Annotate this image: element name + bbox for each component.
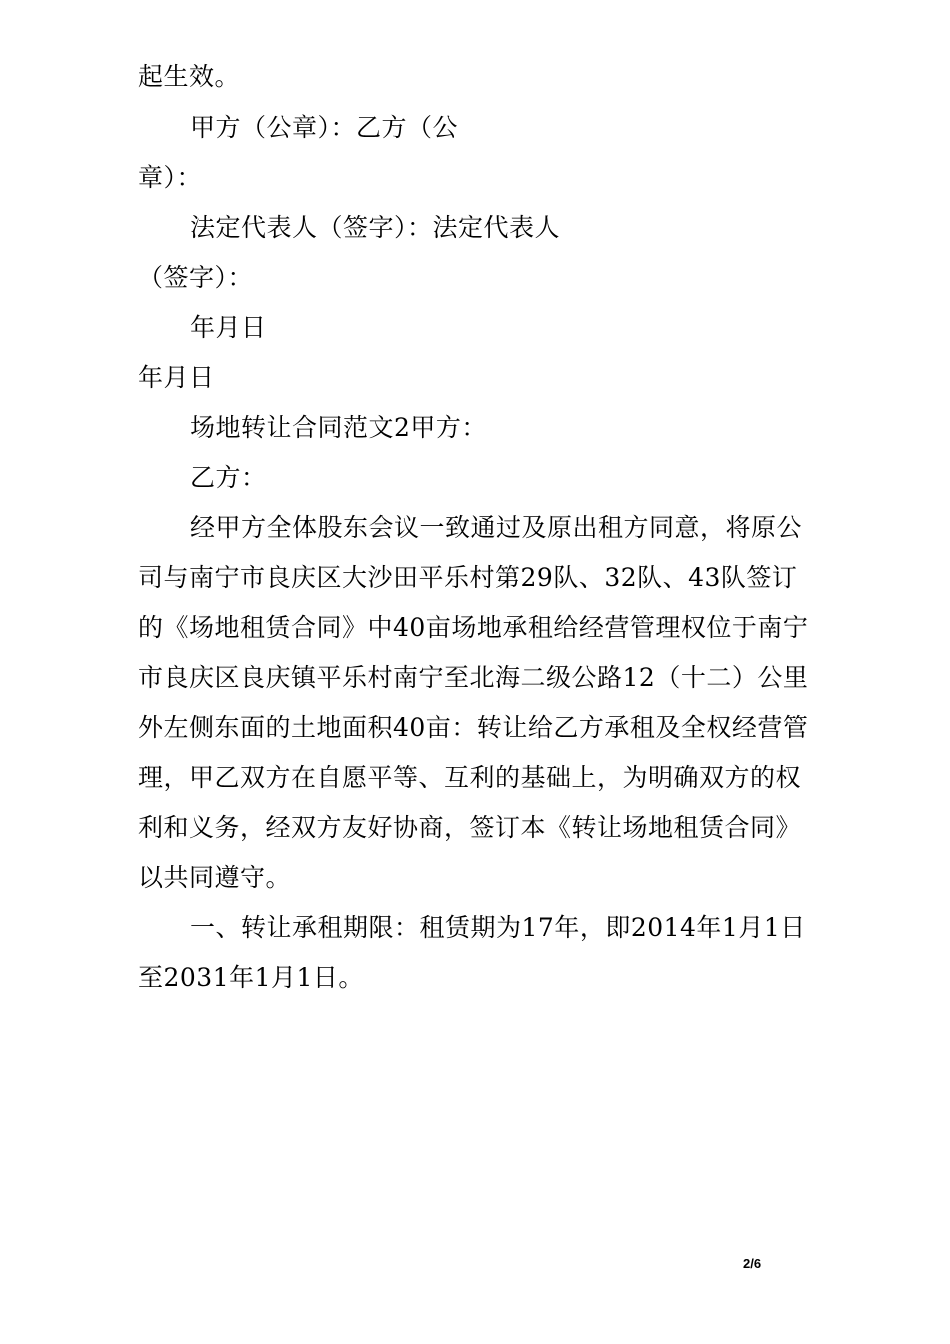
text-line: （签字）： bbox=[138, 263, 254, 292]
text-line: 章）： bbox=[138, 163, 203, 192]
clause-line: 至2031年1月1日。 bbox=[138, 963, 364, 992]
signature-line-representative: 法定代表人（签字）：法定代表人 bbox=[190, 213, 561, 242]
signature-line-party-a: 甲方（公章）：乙方（公 bbox=[190, 113, 459, 142]
paragraph-line: 外左侧东面的土地面积40亩：转让给乙方承租及全权经营管 bbox=[138, 713, 809, 742]
section-heading: 场地转让合同范文2甲方： bbox=[190, 413, 487, 442]
paragraph-line: 司与南宁市良庆区大沙田平乐村第29队、32队、43队签订 bbox=[138, 563, 798, 592]
date-line: 年月日 bbox=[138, 363, 215, 392]
clause-line: 一、转让承租期限：租赁期为17年，即2014年1月1日 bbox=[190, 913, 806, 942]
paragraph-line: 经甲方全体股东会议一致通过及原出租方同意，将原公 bbox=[190, 513, 803, 542]
text-line: 起生效。 bbox=[138, 62, 241, 91]
paragraph-line: 利和义务，经双方友好协商，签订本《转让场地租赁合同》 bbox=[138, 813, 802, 842]
page-number: 2/6 bbox=[743, 1256, 762, 1271]
paragraph-line: 以共同遵守。 bbox=[138, 863, 292, 892]
date-line: 年月日 bbox=[190, 313, 267, 342]
paragraph-line: 市良庆区良庆镇平乐村南宁至北海二级公路12（十二）公里 bbox=[138, 663, 809, 692]
party-b-line: 乙方： bbox=[190, 463, 267, 492]
paragraph-line: 理，甲乙双方在自愿平等、互利的基础上，为明确双方的权 bbox=[138, 763, 802, 792]
paragraph-line: 的《场地租赁合同》中40亩场地承租给经营管理权位于南宁 bbox=[138, 613, 809, 642]
